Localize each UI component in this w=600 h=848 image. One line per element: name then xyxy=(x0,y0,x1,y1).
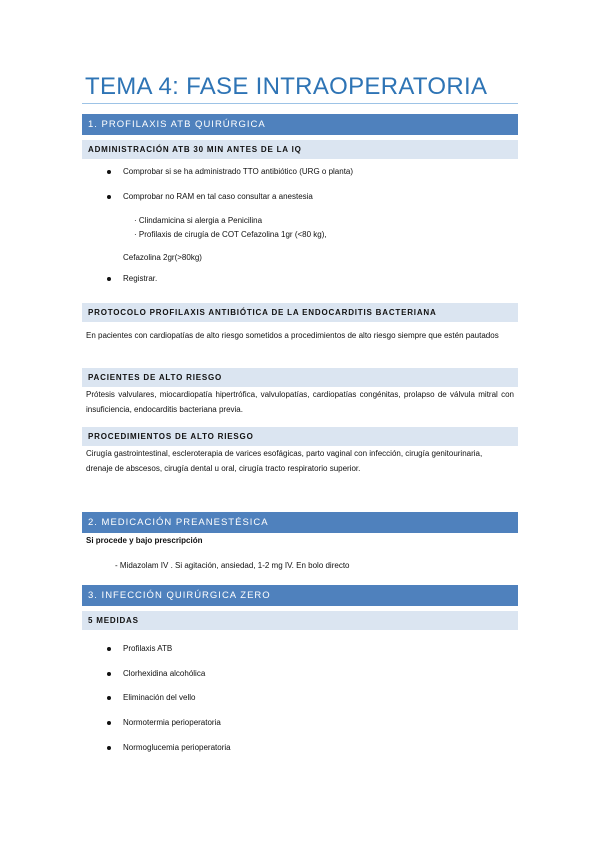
bullet-icon xyxy=(107,195,111,199)
bullet-icon xyxy=(107,170,111,174)
title-underline xyxy=(82,103,518,104)
section-heading-profilaxis: 1. PROFILAXIS ATB QUIRÚRGICA xyxy=(82,114,518,135)
page-title: TEMA 4: FASE INTRAOPERATORIA xyxy=(85,73,488,100)
section-heading-infeccion: 3. INFECCIÓN QUIRÚRGICA ZERO xyxy=(82,585,518,606)
subheading-administracion: ADMINISTRACIÓN ATB 30 MIN ANTES DE LA IQ xyxy=(82,140,518,159)
subheading-protocolo-endocarditis: PROTOCOLO PROFILAXIS ANTIBIÓTICA DE LA ENDOCARDITIS BACTERIANA xyxy=(82,303,518,322)
subheading-pacientes-alto-riesgo: PACIENTES DE ALTO RIESGO xyxy=(82,368,518,387)
medicacion-note: Si procede y bajo prescripción xyxy=(86,536,203,545)
midazolam-item: - Midazolam IV . Si agitación, ansiedad, 1-2 mg IV. En bolo directo xyxy=(115,561,350,570)
subheading-5-medidas: 5 MEDIDAS xyxy=(82,611,518,630)
bullet-icon xyxy=(107,746,111,750)
bullet-icon xyxy=(107,277,111,281)
document-page: TEMA 4: FASE INTRAOPERATORIA 1. PROFILAXIS ATB QUIRÚRGICA ADMINISTRACIÓN ATB 30 MIN ANTES DE LA IQ Comprobar si se ha administrado TTO antibiótico (URG o planta) Comprobar no RAM en tal caso consultar a anestesia · Clindamicina si alergia a Penicilina · Profilaxis de cirugía de COT Cefazolina 1gr (<80 kg), Cefazolina 2gr(>80kg) Registrar. PROTOCOLO PROFILAXIS ANTIBIÓTICA DE LA ENDOCARDITIS BACTERIANA En pacientes con cardiopatías de alto riesgo sometidos a procedimientos de alto riesgo siempre que estén pautados PACIENTES DE ALTO RIESGO Prótesis valvulares, miocardiopatía hipertrófica, valvulopatías, cardiopatías congénitas, prolapso de válvula mitral con insuficiencia, endocarditis bacteriana previa. PROCEDIMIENTOS DE ALTO RIESGO Cirugía gastrointestinal, escleroterapia de varices esofágicas, parto vaginal con infección, cirugía genitourinaria, drenaje de abscesos, cirugía dental u oral, cirugía tracto respiratorio superior. 2. MEDICACIÓN PREANESTÉSICA Si procede y bajo prescripción - Midazolam IV . Si agitación, ansiedad, 1-2 mg IV. En bolo directo 3. INFECCIÓN QUIRÚRGICA ZERO 5 MEDIDAS Profilaxis ATB Clorhexidina alcohólica Eliminación del vello Normotermia perioperatoria Normoglucemia perioperatoria xyxy=(0,0,600,848)
bullet-icon xyxy=(107,672,111,676)
cefazolina-text: Cefazolina 2gr(>80kg) xyxy=(123,253,202,262)
pacientes-text: Prótesis valvulares, miocardiopatía hipertrófica, valvulopatías, cardiopatías congénitas, prolapso de válvula mitral con insuficiencia, endocarditis bacteriana previa. xyxy=(86,390,514,414)
section-heading-medicacion: 2. MEDICACIÓN PREANESTÉSICA xyxy=(82,512,518,533)
subheading-procedimientos-alto-riesgo: PROCEDIMIENTOS DE ALTO RIESGO xyxy=(82,427,518,446)
bullet-icon xyxy=(107,721,111,725)
sub-item-profilaxis-cot: · Profilaxis de cirugía de COT Cefazolina 1gr (<80 kg), xyxy=(134,230,327,239)
protocolo-text: En pacientes con cardiopatías de alto riesgo sometidos a procedimientos de alto riesgo siempre que estén pautados xyxy=(86,331,499,340)
bullet-icon xyxy=(107,647,111,651)
procedimientos-text: Cirugía gastrointestinal, escleroterapia de varices esofágicas, parto vaginal con infección, cirugía genitourinaria, drenaje de abscesos, cirugía dental u oral, cirugía tracto respiratorio superior. xyxy=(86,449,483,473)
sub-item-clindamicina: · Clindamicina si alergia a Penicilina xyxy=(134,216,263,225)
bullet-icon xyxy=(107,696,111,700)
